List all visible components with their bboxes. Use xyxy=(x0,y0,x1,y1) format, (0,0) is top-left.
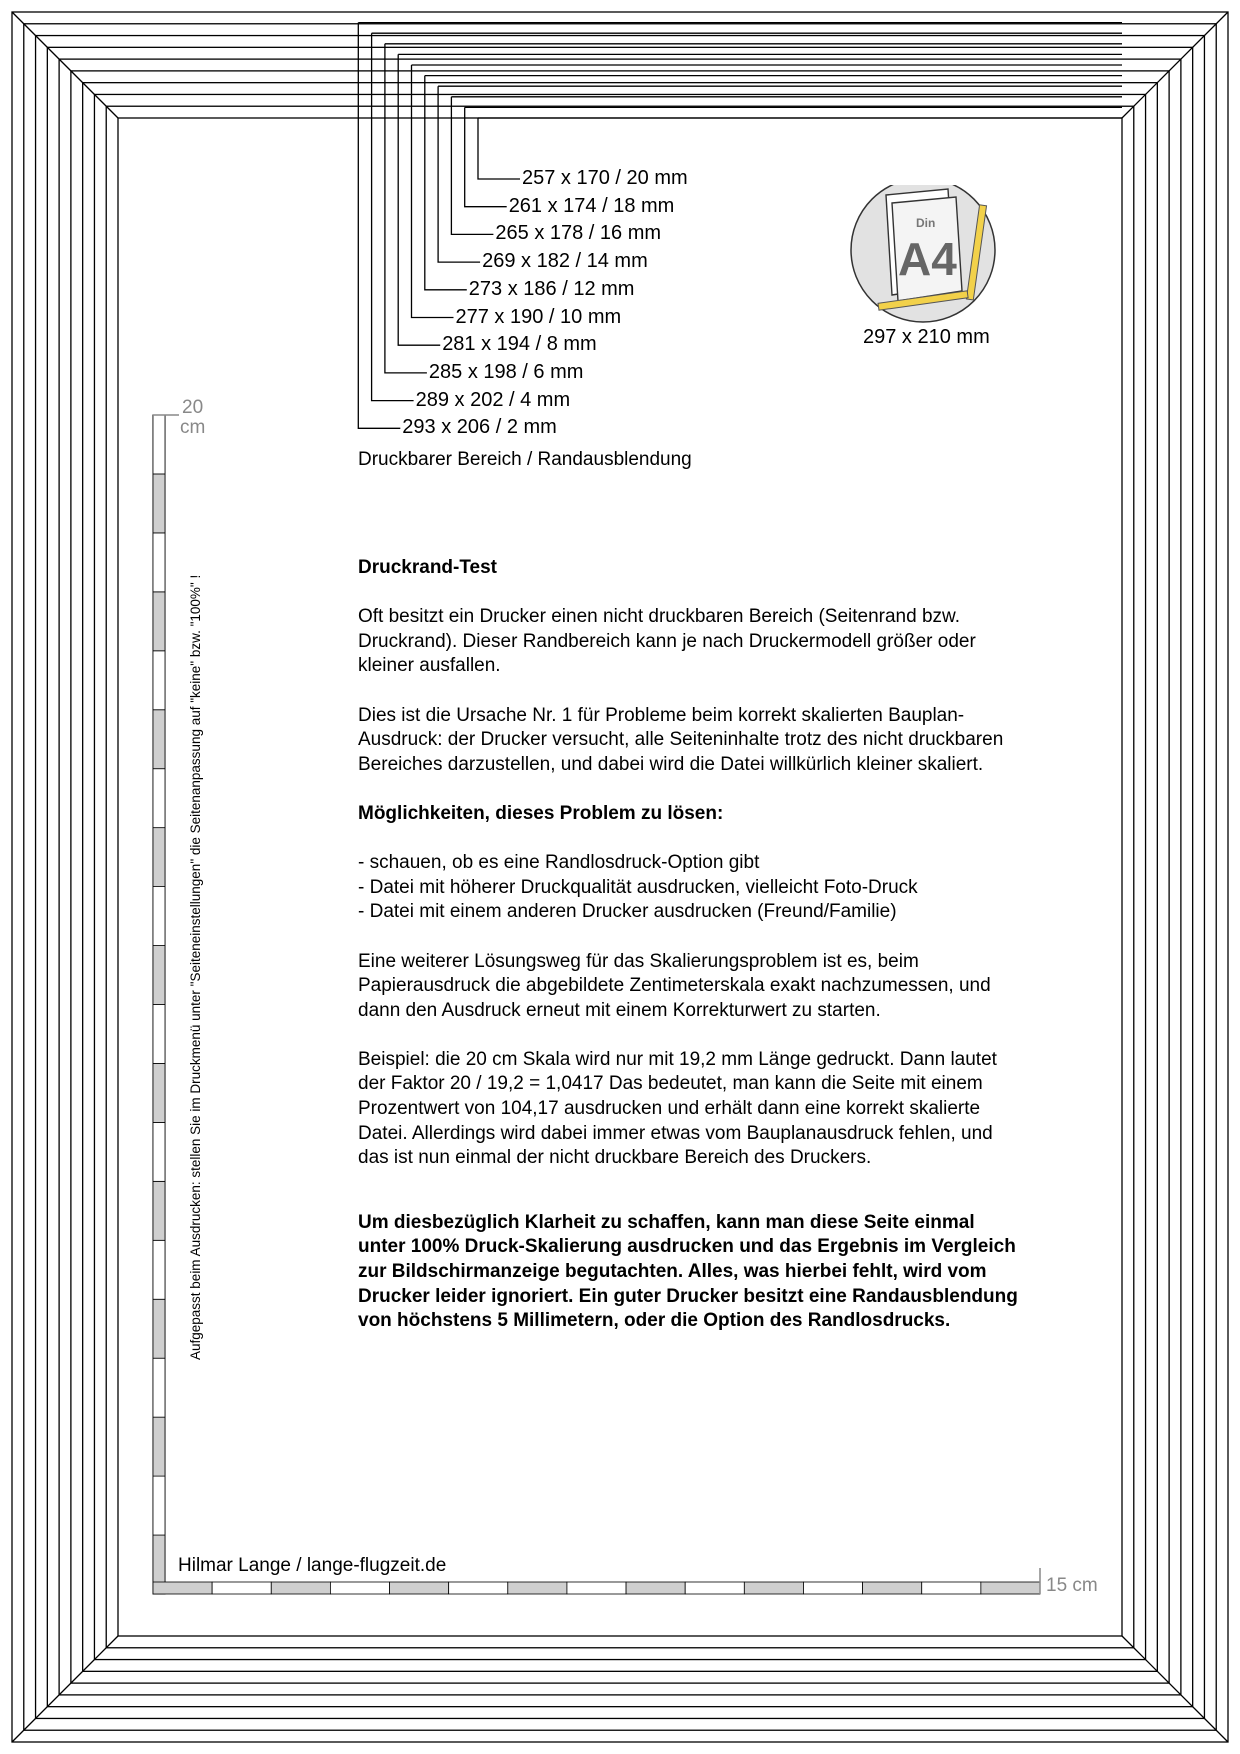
ruler-segment xyxy=(153,1005,165,1064)
ruler-segment xyxy=(153,533,165,592)
paragraph-1: Oft besitzt ein Drucker einen nicht druckbaren Bereich (Seitenrand bzw. Druckrand). Dieser Randbereich kann je nach Druckermodell größer oder kleiner ausfallen. xyxy=(358,606,976,677)
ruler-segment xyxy=(153,769,165,828)
ruler-segment xyxy=(567,1582,626,1594)
ruler-segment xyxy=(212,1582,271,1594)
margin-leader-line xyxy=(478,118,520,179)
margin-leader-line xyxy=(412,65,454,318)
printable-area-label: Druckbarer Bereich / Randausblendung xyxy=(358,449,692,470)
ruler-segment xyxy=(153,1181,165,1240)
ruler-segment xyxy=(153,1476,165,1535)
margin-leader-line xyxy=(398,54,440,345)
a4-text: A4 xyxy=(898,233,957,285)
margin-size-label: 261 x 174 / 18 mm xyxy=(508,194,675,217)
ruler-segment xyxy=(153,1063,165,1122)
ruler-segment xyxy=(153,828,165,887)
ruler-segment xyxy=(153,1240,165,1299)
option-item: - schauen, ob es eine Randlosdruck-Option gibt xyxy=(358,852,760,874)
body-title: Druckrand-Test xyxy=(358,557,498,578)
ruler-segment xyxy=(153,1122,165,1181)
margin-size-label: 257 x 170 / 20 mm xyxy=(522,167,688,189)
options-list xyxy=(358,851,1018,925)
frame-corner-bevel xyxy=(1122,12,1228,118)
ruler-segment xyxy=(153,1417,165,1476)
ruler-segment xyxy=(153,710,165,769)
margin-size-label: 293 x 206 / 2 mm xyxy=(402,416,557,439)
margin-leader-line xyxy=(438,86,480,262)
ruler-segment xyxy=(153,592,165,651)
option-item: - Datei mit einem anderen Drucker ausdrucken (Freund/Familie) xyxy=(358,901,897,923)
ruler-segment xyxy=(981,1582,1040,1594)
paragraph-2: Dies ist die Ursache Nr. 1 für Probleme beim korrekt skalierten Bauplan-Ausdruck: der Drucker versucht, alle Seiteninhalte trotz des nicht druckbaren Bereiches darzustellen, und dabei wird die Datei willkürlich kleiner skaliert. xyxy=(358,704,1004,775)
author-credit: Hilmar Lange / lange-flugzeit.de xyxy=(178,1555,447,1576)
margin-size-label: 265 x 178 / 16 mm xyxy=(495,222,662,245)
ruler-segment xyxy=(508,1582,567,1594)
ruler-segment xyxy=(449,1582,508,1594)
vertical-scale-unit: cm xyxy=(180,417,206,438)
body-text xyxy=(358,556,1018,1358)
margin-size-label: 269 x 182 / 14 mm xyxy=(482,250,648,273)
margin-size-label: 285 x 198 / 6 mm xyxy=(428,360,584,383)
ruler-segment xyxy=(271,1582,330,1594)
frame-corner-bevel xyxy=(12,1636,118,1742)
margin-leader-line xyxy=(465,107,507,206)
ruler-segment xyxy=(153,887,165,946)
margin-leader-line xyxy=(385,44,427,373)
ruler-segment xyxy=(390,1582,449,1594)
ruler-segment xyxy=(153,1358,165,1417)
ruler-segment xyxy=(153,1582,212,1594)
ruler-segment xyxy=(153,651,165,710)
margin-size-label: 289 x 202 / 4 mm xyxy=(415,388,571,411)
ruler-segment xyxy=(922,1582,981,1594)
a4-paper-badge xyxy=(848,185,998,335)
option-item: - Datei mit höherer Druckqualität ausdrucken, vielleicht Foto-Druck xyxy=(358,876,918,898)
horizontal-scale-label: 15 cm xyxy=(1046,1575,1098,1596)
ruler-segment xyxy=(153,946,165,1005)
margin-leader-line xyxy=(425,76,467,290)
a4-dimensions: 297 x 210 mm xyxy=(863,326,990,348)
paragraph-3: Eine weiterer Lösungsweg für das Skalierungsproblem ist es, beim Papierausdruck die abgebildete Zentimeterskala exakt nachzumessen, und dann den Ausdruck erneut mit einem Korrekturwert zu starten. xyxy=(358,950,991,1021)
ruler-segment xyxy=(330,1582,389,1594)
ruler-segment xyxy=(153,1299,165,1358)
ruler-segment xyxy=(863,1582,922,1594)
vertical-print-note: Aufgepasst beim Ausdrucken: stellen Sie im Druckmenü unter "Seiteneinstellungen" die Seitenanpassung auf "keine" bzw. "100%" ! xyxy=(188,574,203,1360)
frame-corner-bevel xyxy=(12,12,118,118)
options-title: Möglichkeiten, dieses Problem zu lösen: xyxy=(358,802,724,824)
ruler-segment xyxy=(153,415,165,474)
vertical-scale-number: 20 xyxy=(182,397,204,418)
example-paragraph: Beispiel: die 20 cm Skala wird nur mit 19,2 mm Länge gedruckt. Dann lautet der Faktor 20 / 19,2 = 1,0417 Das bedeutet, man kann die Seite mit einem Prozentwert von 104,17 ausdrucken und erhält dann eine korrekt skalierte Datei. Allerdings wird dabei immer etwas vom Bauplanausdruck fehlen, und das ist nun einmal der nicht druckbare Bereich des Druckers. xyxy=(358,1048,997,1169)
margin-size-label: 281 x 194 / 8 mm xyxy=(442,333,597,356)
margin-leader-line xyxy=(358,23,400,429)
final-paragraph: Um diesbezüglich Klarheit zu schaffen, kann man diese Seite einmal unter 100% Druck-Skalierung ausdrucken und das Ergebnis im Vergleich zur Bildschirmanzeige begutachten. Alles, was hierbei fehlt, wird vom Drucker leider ignoriert. Ein guter Drucker besitzt eine Randausblendung von höchstens 5 Millimetern, oder die Option des Randlosdrucks. xyxy=(358,1211,1018,1332)
ruler-segment xyxy=(685,1582,744,1594)
a4-paper-icon xyxy=(848,185,998,335)
margin-size-label: 273 x 186 / 12 mm xyxy=(468,277,635,300)
frame-corner-bevel xyxy=(1122,1636,1228,1742)
ruler-segment xyxy=(626,1582,685,1594)
din-text: Din xyxy=(916,216,936,230)
ruler-segment xyxy=(803,1582,862,1594)
ruler-segment xyxy=(153,474,165,533)
ruler-segment xyxy=(744,1582,803,1594)
margin-size-label: 277 x 190 / 10 mm xyxy=(455,305,622,328)
